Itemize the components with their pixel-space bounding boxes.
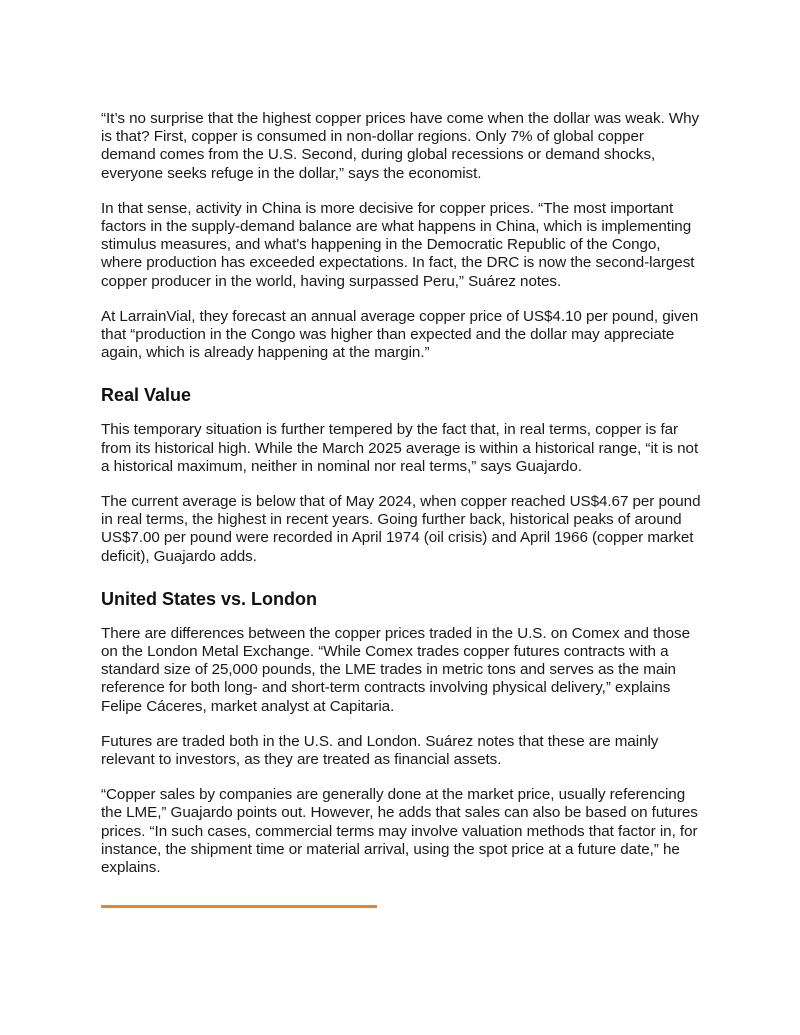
paragraph-intro-3: At LarrainVial, they forecast an annual average copper price of US$4.10 per pound, given that “production in the Congo was higher than expected and the dollar may appreciate again, which is already happening at the margin.” [101, 307, 699, 362]
paragraph-us-london-1: There are differences between the copper prices traded in the U.S. on Comex and those on the London Metal Exchange. “While Comex trades copper futures contracts with a standard size of 25,000 pounds, the LME trades in metric tons and serves as the main reference for both long- and short-term contracts involving physical delivery,” explains Felipe Cáceres, market analyst at Capitaria. [101, 624, 690, 715]
paragraph-us-london-2: Futures are traded both in the U.S. and London. Suárez notes that these are mainly relevant to investors, as they are treated as financial assets. [101, 732, 659, 769]
heading-us-vs-london: United States vs. London [101, 588, 318, 609]
paragraph-intro-1: “It’s no surprise that the highest copper prices have come when the dollar was weak. Why is that? First, copper is consumed in non-dollar regions. Only 7% of global copper demand comes from the U.S. Second, during global recessions or demand shocks, everyone seeks refuge in the dollar,” says the economist. [101, 110, 700, 182]
paragraph-real-value-1: This temporary situation is further tempered by the fact that, in real terms, copper is far from its historical high. While the March 2025 average is within a historical range, “it is not a historical maximum, neither in nominal nor real terms,” says Guajardo. [101, 421, 699, 475]
document-body [101, 110, 701, 894]
footnote-divider-rule [101, 905, 377, 908]
paragraph-us-london-3: “Copper sales by companies are generally done at the market price, usually referencing the LME,” Guajardo points out. However, he adds that sales can also be based on futures prices. “In such cases, commercial terms may involve valuation methods that factor in, for instance, the shipment time or material arrival, using the spot price at a future date,” he explains. [101, 786, 698, 877]
paragraph-real-value-2: The current average is below that of May 2024, when copper reached US$4.67 per pound in real terms, the highest in recent years. Going further back, historical peaks of around US$7.00 per pound were recorded in April 1974 (oil crisis) and April 1966 (copper market deficit), Guajardo adds. [101, 493, 701, 565]
heading-real-value: Real Value [101, 385, 192, 406]
paragraph-intro-2: In that sense, activity in China is more decisive for copper prices. “The most important factors in the supply-demand balance are what happens in China, which is implementing stimulus measures, and what's happening in the Democratic Republic of the Congo, where production has exceeded expectations. In fact, the DRC is now the second-largest copper producer in the world, having surpassed Peru,” Suárez notes. [101, 199, 695, 290]
